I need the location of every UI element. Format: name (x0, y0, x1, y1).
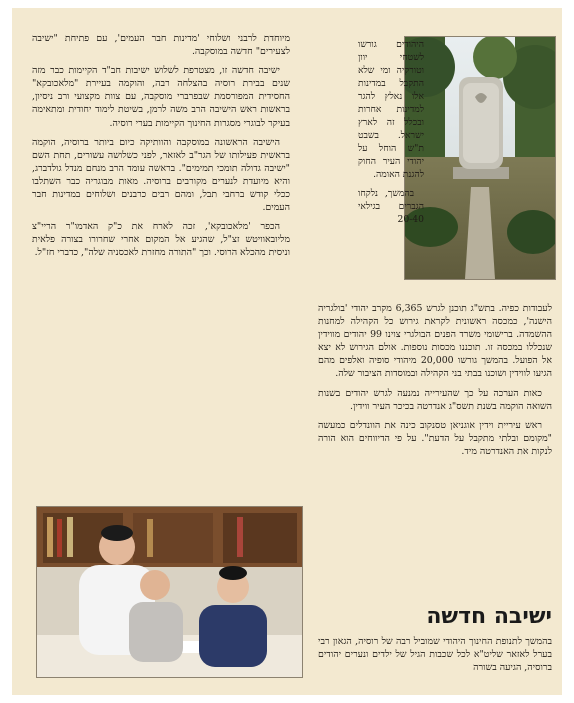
newsletter-page (12, 8, 562, 695)
paragraph: הישיבה הראשונה במוסקבה והוותיקה כיום ביותר ברוסיה, הוקמה בראשית פעילותו של הגר"ב לאזאר, לפני כשלושה עשורים, תחת השם "ישיבה גדולה תומכי תמימים". בראשה עומד הרב מנחם מנדל גולדברג, והיא מיועדת לנערים מקורבים ברוסיה. מאות מבוגריה כבר השתלבו ככלי קודש ברחבי תבל, ומהם רבים כרבנים ושלוחים במדינות חבר העמים. (32, 136, 290, 214)
paragraph: ראש עיריית וידין אוגניאן טסנקוב כינה את הוונדלים כמעשה "מקומם ובלתי מתקבל על הדעת". על פי הדיווחים הוא הורה לנקות את האנדרטה מיד. (318, 419, 552, 457)
students-photo-art (37, 507, 302, 677)
paragraph: בהמשך, נלקחו הגברים בגילאי 20-40 (358, 188, 424, 225)
students-photo (36, 506, 303, 678)
left-column (32, 32, 290, 266)
paragraph: מיוחדת לרבני ושלוחי 'מדינות חבר העמים', עם פתיחת "ישיבה לצעירים" חדשה במוסקבה. (32, 33, 290, 58)
monument-photo-art (405, 37, 555, 279)
paragraph: לעבודות כפיה. בתש"ג תוכנן לגרש 6,365 מקרב יהודי 'בולגריה הישנה', כמכסה ראשונית לקראת גירוש כל הקהילה למחנות ההשמדה. ברישומי משרד הפנים הבולגרי צוינו 99 יהודים מווידין שנכללו במכסה זו. תוכננו מכסות נוספות. אולם הגירוש לא יצא אל הפועל. בהמשך גורשו 20,000 מיהודי סופיה ואלפים מהם הגיעו לווידין ושוכנו בבתי בני הקהילה ובמוסדות הציבור שלה. (318, 303, 552, 380)
section-heading: ישיבה חדשה (426, 604, 552, 629)
paragraph: בהמשך לתנופת החינוך היהודי שמוביל רבה של רוסיה, הגאון רבי בערל לאזאר שליט"א לכל שכבות הגיל של ילדים ונערים יהודים ברוסיה, הגיעה בשורה (318, 636, 552, 674)
right-bottom-column (318, 635, 552, 680)
right-full-column (318, 302, 552, 464)
paragraph: ישיבה חדשה זו, מצטרפת לשלוש ישיבות חב"ד הקיימות כבר מזה שנים בבירת רוסיה בהצלחה רבה, והוקמה בעיירת "מלאכובקא" החסידית המפורסמת שבפרברי מוסקבה, עם צוות מקצועי ורב ניסיון, בראשות ראש הישיבה הרב משה לרמן, בשיטת לימוד יחודית ומתאימה בעיקר לבוגרי מסגרות החינוך הקיימות בערי רוסיה. (32, 65, 290, 129)
paragraph: הכפר 'מלאכובקא', זכה לארח את כ"ק האדמו"ר הריי"צ מליובאוויטש זצ"ל, שהגיע אל המקום אחרי שחרורו בצורה פלאית וניסית מהכלא הרוסי. וכך "התורה מחזרת לאכסניה שלה", כדברי חז"ל. (32, 221, 290, 259)
monument-photo (404, 36, 556, 280)
paragraph: היהודים גורשו לשטחי יוון וטורקיה ומי שלא התקבל במדינות אלו נאלץ להגר למדינות אחרות ובכלל זה לארץ ישראל. בשבט ת"ש הוחל על יהודי העיר החוק להגנת האומה. (358, 39, 424, 180)
right-narrow-column (358, 38, 424, 232)
paragraph: כאות הערכה על כך שהעירייה נמנעה לגרש יהודים בשנות השואה הוקמה בשנת תשס"ג אנדרטה בכיכר העיר ווידין. (318, 387, 552, 412)
